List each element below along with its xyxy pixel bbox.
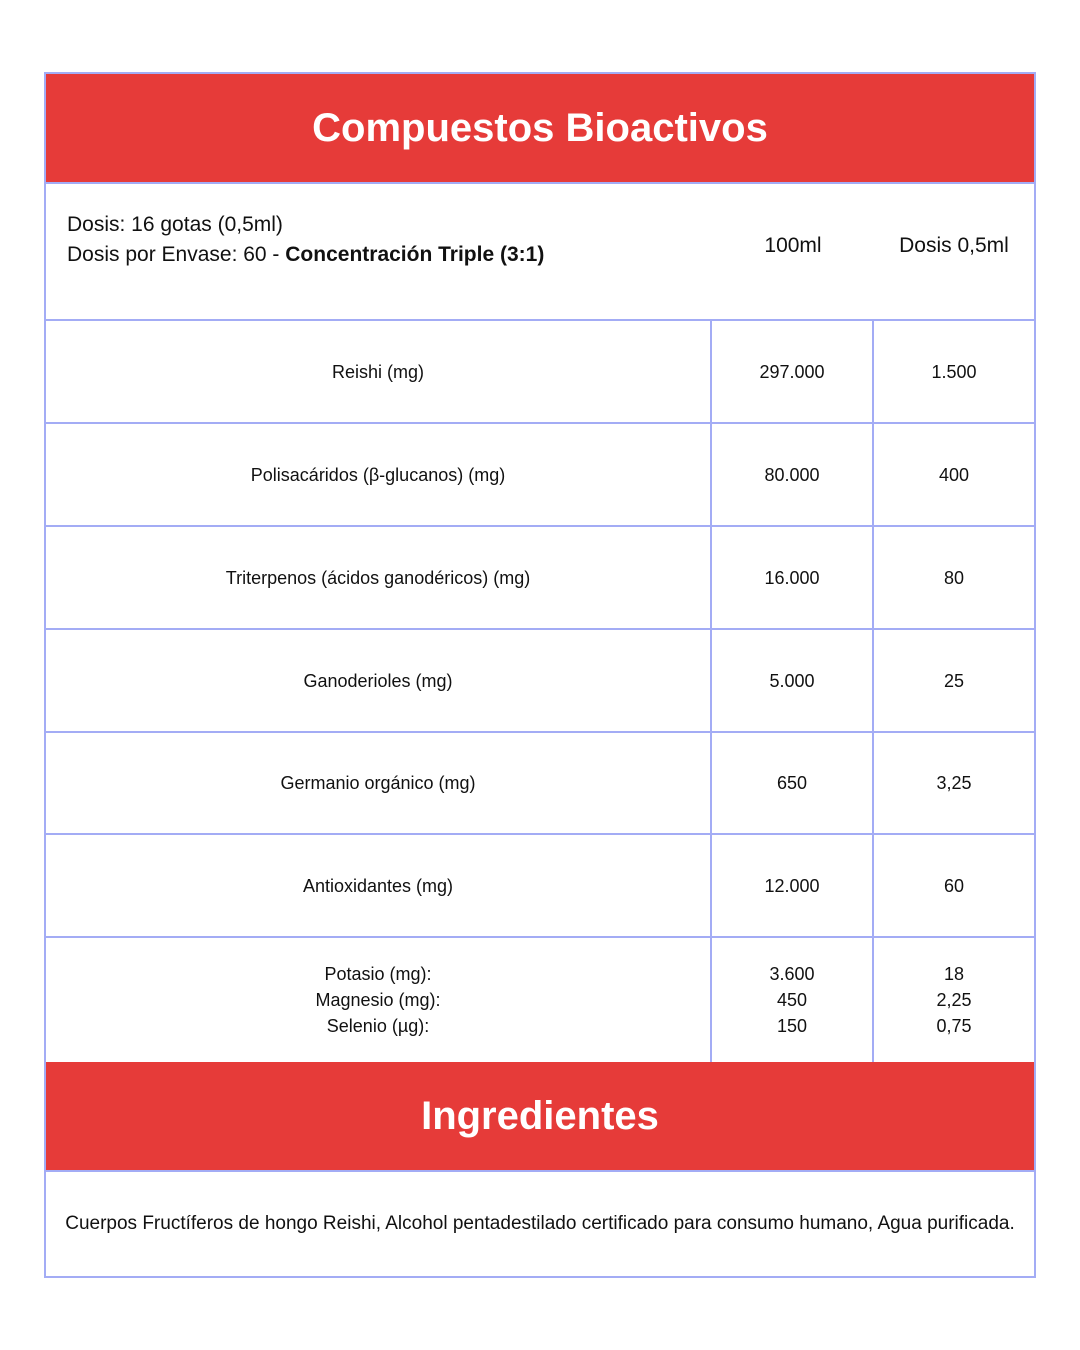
mineral-value-100ml: 150 xyxy=(776,1016,808,1036)
row-value-100ml: 16.000 xyxy=(764,567,820,588)
divider xyxy=(46,182,1034,184)
row-name: Reishi (mg) xyxy=(331,361,424,382)
minerals-values-100ml xyxy=(712,938,872,1062)
section-title-ingredients: Ingredientes xyxy=(46,1062,1034,1170)
section-title-bioactive: Compuestos Bioactivos xyxy=(46,74,1034,182)
nutrition-panel xyxy=(44,72,1036,1278)
row-name: Germanio orgánico (mg) xyxy=(280,773,476,793)
row-value-dose: 1.500 xyxy=(931,361,977,382)
mineral-name: Potasio (mg): xyxy=(324,964,432,984)
row-name: Triterpenos (ácidos ganodéricos) (mg) xyxy=(225,567,531,588)
dosage-info xyxy=(67,210,544,270)
mineral-name: Magnesio (mg): xyxy=(315,990,441,1010)
column-header-dose: Dosis 0,5ml xyxy=(899,234,1009,257)
minerals-names xyxy=(46,938,710,1062)
row-value-100ml: 12.000 xyxy=(764,875,820,896)
row-value-dose: 3,25 xyxy=(936,773,972,793)
mineral-value-100ml: 450 xyxy=(776,990,808,1010)
ingredients-text: Cuerpos Fructíferos de hongo Reishi, Alcohol pentadestilado certificado para consumo humano, Agua purificada. xyxy=(65,1213,1015,1234)
dose-line: Dosis: 16 gotas (0,5ml) xyxy=(67,213,283,236)
row-value-100ml: 5.000 xyxy=(769,670,815,691)
concentration-label: Concentración Triple (3:1) xyxy=(285,243,545,266)
mineral-value-dose: 0,75 xyxy=(936,1016,972,1036)
row-name: Antioxidantes (mg) xyxy=(302,875,454,896)
row-name: Ganoderioles (mg) xyxy=(303,670,453,691)
row-value-dose: 60 xyxy=(943,875,965,896)
mineral-value-100ml: 3.600 xyxy=(769,964,815,984)
row-value-100ml: 297.000 xyxy=(759,361,825,382)
row-value-dose: 400 xyxy=(938,464,970,485)
row-value-dose: 80 xyxy=(943,567,965,588)
mineral-value-dose: 2,25 xyxy=(936,990,972,1010)
row-value-100ml: 80.000 xyxy=(764,464,820,485)
minerals-values-dose xyxy=(874,938,1034,1062)
servings-line xyxy=(67,240,544,270)
row-value-100ml: 650 xyxy=(776,773,808,793)
mineral-name: Selenio (µg): xyxy=(326,1016,430,1036)
mineral-value-dose: 18 xyxy=(943,964,965,984)
row-name: Polisacáridos (β-glucanos) (mg) xyxy=(250,464,506,485)
row-value-dose: 25 xyxy=(943,670,965,691)
servings-text: Dosis por Envase: 60 - xyxy=(67,243,286,266)
column-header-100ml: 100ml xyxy=(764,234,822,257)
